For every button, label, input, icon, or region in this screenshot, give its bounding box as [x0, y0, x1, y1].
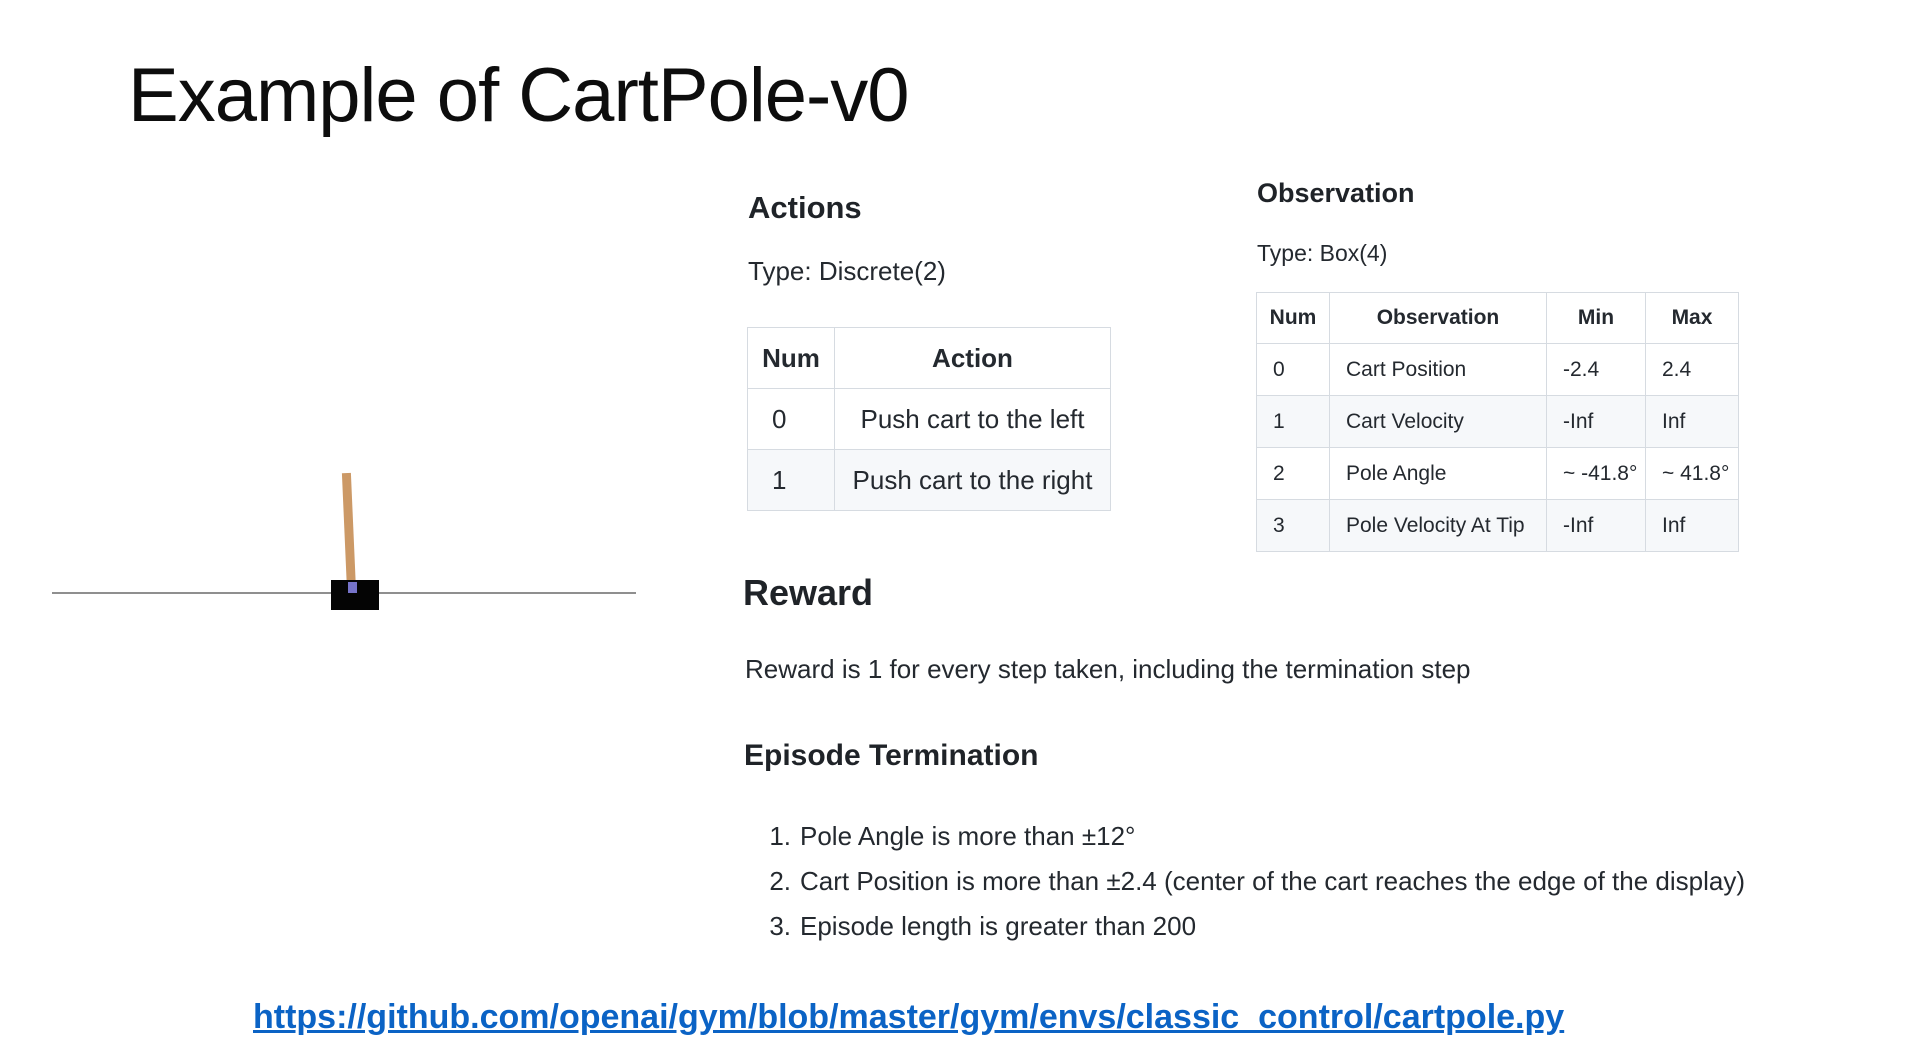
obs-header-observation: Observation: [1330, 293, 1547, 344]
obs-header-max: Max: [1646, 293, 1739, 344]
list-item-number: 3.: [769, 911, 791, 941]
cartpole-pole: [342, 473, 356, 590]
list-item: [757, 910, 1745, 942]
list-item-text: Cart Position is more than ±2.4 (center of the cart reaches the edge of the display): [800, 866, 1745, 896]
episode-termination-heading: Episode Termination: [744, 739, 1039, 772]
table-cell: 1: [1257, 396, 1330, 448]
table-row: [748, 389, 1111, 450]
table-cell: Pole Velocity At Tip: [1330, 500, 1547, 552]
reward-text: Reward is 1 for every step taken, including the termination step: [745, 654, 1471, 684]
obs-header-min: Min: [1547, 293, 1646, 344]
table-cell: Cart Velocity: [1330, 396, 1547, 448]
list-item: [757, 820, 1745, 852]
table-cell: Inf: [1646, 396, 1739, 448]
source-link[interactable]: https://github.com/openai/gym/blob/master/gym/envs/classic_control/cartpole.py: [253, 998, 1565, 1036]
actions-table: [747, 327, 1111, 511]
episode-termination-list: [757, 820, 1745, 955]
table-cell: -Inf: [1547, 396, 1646, 448]
table-row: [1257, 344, 1739, 396]
reward-heading: Reward: [743, 572, 874, 613]
observation-table: [1256, 292, 1739, 552]
table-header-row: [748, 328, 1111, 389]
table-cell: Cart Position: [1330, 344, 1547, 396]
actions-heading: Actions: [748, 190, 862, 225]
table-cell: ~ 41.8°: [1646, 448, 1739, 500]
page-title: Example of CartPole-v0: [128, 53, 909, 138]
table-row: [1257, 448, 1739, 500]
table-cell: 3: [1257, 500, 1330, 552]
table-cell: 0: [748, 389, 835, 450]
table-cell: Pole Angle: [1330, 448, 1547, 500]
observation-heading: Observation: [1257, 178, 1415, 208]
list-item-number: 2.: [769, 866, 791, 896]
table-row: [748, 450, 1111, 511]
cartpole-axle-icon: [348, 582, 357, 593]
table-cell: Push cart to the right: [835, 450, 1111, 511]
actions-type-label: Type: Discrete(2): [748, 256, 946, 286]
observation-type-label: Type: Box(4): [1257, 240, 1388, 266]
table-cell: 2: [1257, 448, 1330, 500]
table-cell: -Inf: [1547, 500, 1646, 552]
actions-header-num: Num: [748, 328, 835, 389]
list-item-number: 1.: [769, 821, 791, 851]
table-cell: ~ -41.8°: [1547, 448, 1646, 500]
list-item-text: Pole Angle is more than ±12°: [800, 821, 1136, 851]
table-header-row: [1257, 293, 1739, 344]
list-item-text: Episode length is greater than 200: [800, 911, 1197, 941]
obs-header-num: Num: [1257, 293, 1330, 344]
table-cell: 0: [1257, 344, 1330, 396]
list-item: [757, 865, 1745, 897]
table-row: [1257, 500, 1739, 552]
table-row: [1257, 396, 1739, 448]
table-cell: Push cart to the left: [835, 389, 1111, 450]
table-cell: 2.4: [1646, 344, 1739, 396]
table-cell: -2.4: [1547, 344, 1646, 396]
table-cell: 1: [748, 450, 835, 511]
table-cell: Inf: [1646, 500, 1739, 552]
actions-header-action: Action: [835, 328, 1111, 389]
